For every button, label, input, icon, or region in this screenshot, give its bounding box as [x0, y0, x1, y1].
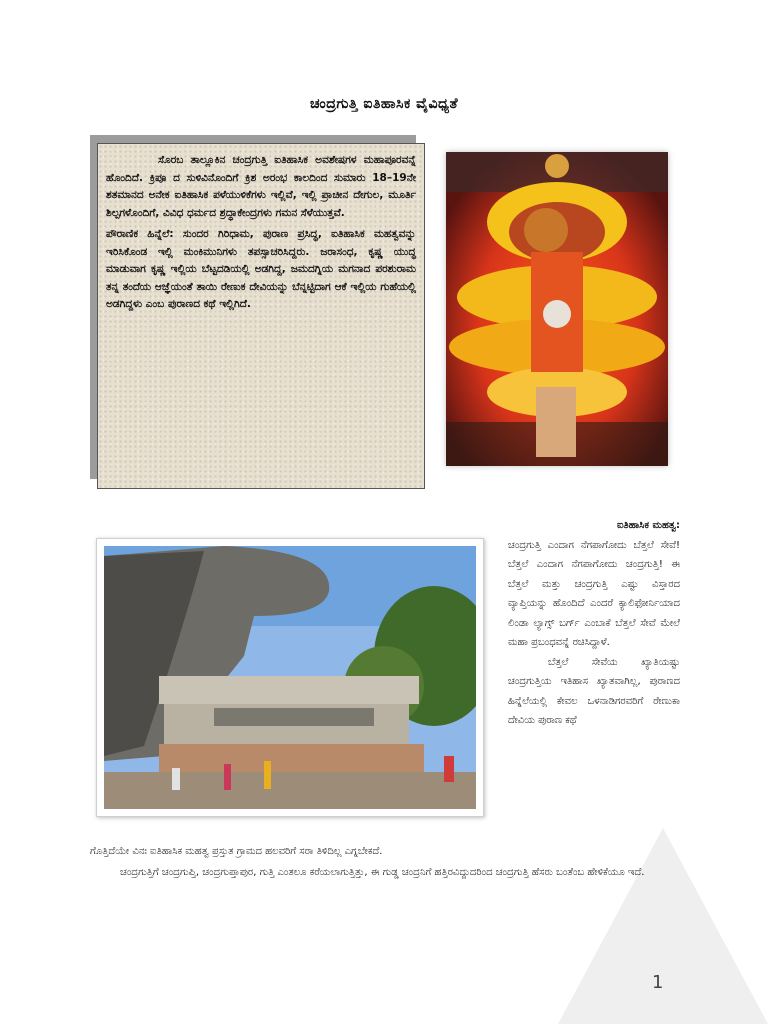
temple-photo [96, 538, 484, 817]
page-title: ಚಂದ್ರಗುತ್ತಿ ಐತಿಹಾಸಿಕ ವೈವಿಧ್ಯತೆ [309, 96, 459, 112]
side-paragraph-2: ಬೆತ್ತಲೆ ಸೇವೆಯ ಖ್ಯಾತಿಯಷ್ಟು ಚಂದ್ರಗುತ್ತಿಯ ಇತಿಹಾಸ ಖ್ಯಾತವಾಗಿಲ್ಲ, ಪುರಾಣದ ಹಿನ್ನೆಲೆಯಲ್ಲಿ ಕೇವಲ ಒಳನಾಡಿಗರವರಿಗೆ ರೇಣುಕಾ ದೇವಿಯ ಪುರಾಣ ಕಥೆ [508, 656, 680, 726]
box-paragraph-1: ಸೊರಬ ತಾಲ್ಲೂಕಿನ ಚಂದ್ರಗುತ್ತಿ ಐತಿಹಾಸಿಕ ಅವಶೇಷಗಳ ಮಹಾಪೂರವನ್ನೆ ಹೊಂದಿದೆ. ಕ್ರಿಪೂ ದ ಸುಳಿವಿನೊಂದಿಗೆ ಕ್ರಿಶ ಅರಂಭ ಕಾಲದಿಂದ ಸುಮಾರು 18–19ನೇ ಶತಮಾನದ ಅನೇಕ ಐತಿಹಾಸಿಕ ಪಳೆಯುಳಿಕೆಗಳು ಇಲ್ಲಿವೆ, ಇಲ್ಲಿ ಪ್ರಾಚೀನ ದೇಗುಲ, ಮೂರ್ತಿ ಶಿಲ್ಪಗಳೊಂದಿಗೆ, ವಿವಿಧ ಧರ್ಮದ ಶ್ರದ್ಧಾಕೇಂದ್ರಗಳು ಗಮನ ಸೆಳೆಯುತ್ತವೆ. [106, 154, 416, 219]
box-paragraph-2: ಪೌರಾಣಿಕ ಹಿನ್ನೆಲೆ: ಸುಂದರ ಗಿರಿಧಾಮ, ಪುರಾಣ ಪ್ರಸಿದ್ಧ, ಐತಿಹಾಸಿಕ ಮಹತ್ವವನ್ನು ಇರಿಸಿಕೊಂಡ ಇಲ್ಲಿ ಮಂಕಿಮುನಿಗಳು ತಪಸ್ಸಾಚರಿಸಿದ್ದರು. ಜರಾಸಂಧ, ಕೃಷ್ಣ ಯುದ್ಧ ಮಾಡುವಾಗ ಕೃಷ್ಣ ಇಲ್ಲಿಯ ಬೆಟ್ಟದಡಿಯಲ್ಲಿ ಅಡಗಿದ್ದ, ಜಮದಗ್ನಿಯ ಮಗನಾದ ಪರಶುರಾಮ ತನ್ನ ತಂದೆಯ ಆಜ್ಞೆಯಂತೆ ತಾಯಿ ರೇಣುಕ ದೇವಿಯನ್ನು ಬೆನ್ನಟ್ಟಿದಾಗ ಆಕೆ ಇಲ್ಲಿಯ ಗುಹೆಯಲ್ಲಿ ಅಡಗಿದ್ದಳು ಎಂಬ ಪುರಾಣದ ಕಥೆ ಇಲ್ಲಿಗಿದೆ. [106, 228, 416, 310]
deity-photo [446, 152, 668, 466]
bottom-line-1: ಗೊತ್ತಿದೆಯೇ ವಿನಃ ಐತಿಹಾಸಿಕ ಮಹತ್ವ ಪ್ರಸ್ತುತ ಗ್ರಾಮದ ಹಲವರಿಗೆ ಸರಾ ತಿಳಿದಿಲ್ಲ ಎಗ್ನಬೇಕದೆ. [90, 846, 383, 857]
bottom-text [90, 841, 680, 883]
side-paragraph-1: ಚಂದ್ರಗುತ್ತಿ ಎಂದಾಗ ನೆಗಪಾಗೋದು ಬೆತ್ತಲೆ ಸೇವೆ! ಬೆತ್ತಲೆ ಎಂದಾಗ ನೆಗಪಾಗೋದು ಚಂದ್ರಗುತ್ತಿ! ಈ ಬೆತ್ತಲೆ ಮತ್ತು ಚಂದ್ರಗುತ್ತಿ ಎಷ್ಟು ವಿಸ್ತಾರದ ವ್ಯಾಪ್ತಿಯನ್ನು ಹೊಂದಿದೆ ಎಂದರೆ ಕ್ಯಾಲಿಫೋರ್ನಿಯಾದ ಲಿಂಡಾ ಲ್ಯಾಗ್ಸ್ ಬರ್ಗ್ ಎಂಬಾಕೆ ಬೆತ್ತಲೆ ಸೇವೆ ಮೇಲೆ ಮಹಾ ಪ್ರಬಂಧವನ್ನೆ ರಚಿಸಿದ್ದಾಳೆ. [508, 539, 680, 648]
history-text-box [97, 143, 425, 489]
page-number: 1 [652, 972, 664, 993]
side-heading: ಐತಿಹಾಸಿಕ ಮಹತ್ವ: [616, 520, 680, 531]
bottom-paragraph-2: ಚಂದ್ರಗುತ್ತಿಗೆ ಚಂದ್ರಗುಪ್ತಿ, ಚಂದ್ರಗುಪ್ತಾಪುರ, ಗುತ್ತಿ ಎಂತಲೂ ಕರೆಯಲಾಗುತ್ತಿತ್ತು, ಈ ಗುಡ್ಡ ಚಂದ್ರನಿಗೆ ಹತ್ತಿರವಿದ್ದುದರಿಂದ ಚಂದ್ರಗುತ್ತಿ ಹೆಸರು ಬಂತೆಂಬ ಹೇಳಿಕೆಯೂ ಇದೆ. [120, 867, 645, 878]
side-column [508, 516, 680, 731]
